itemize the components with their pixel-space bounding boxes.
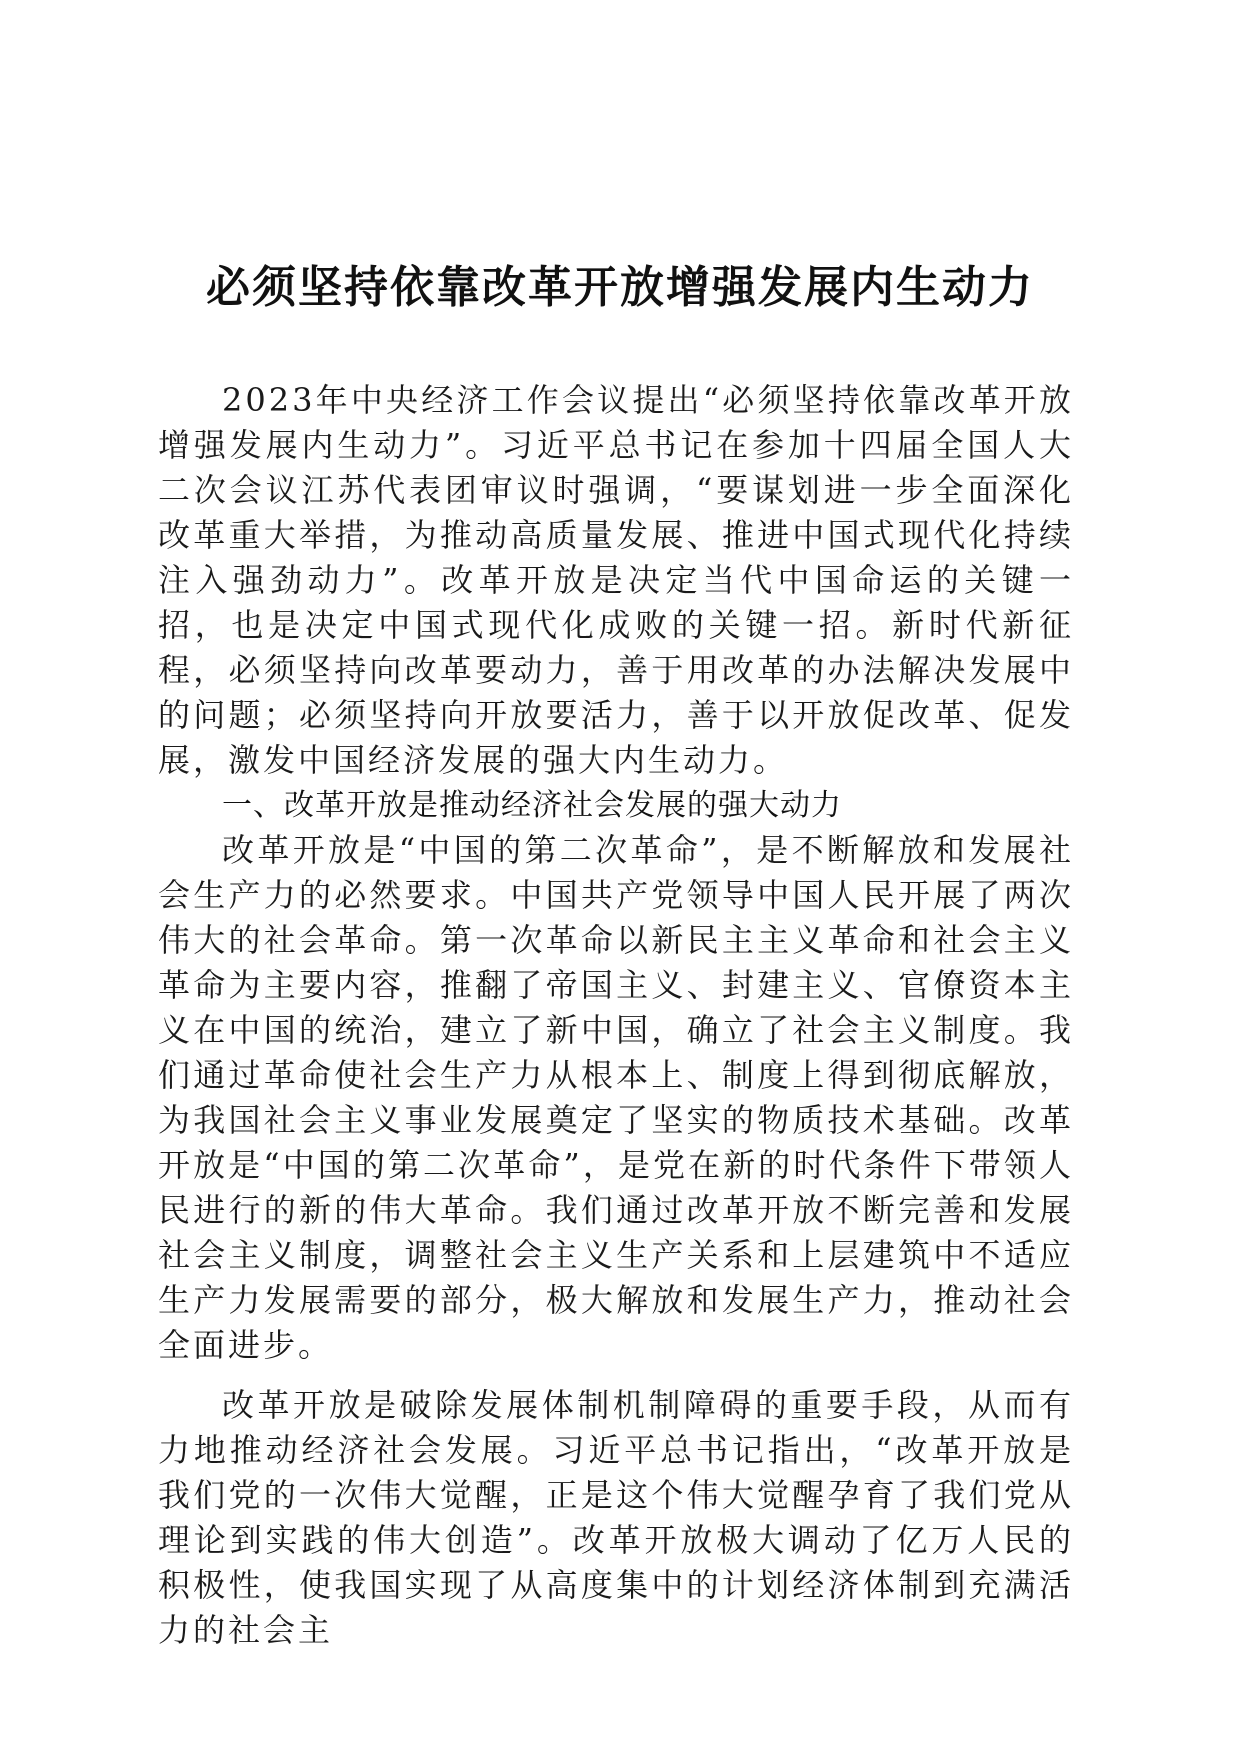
document-title: 必须坚持依靠改革开放增强发展内生动力	[206, 262, 1034, 313]
document-body	[158, 378, 1074, 1653]
section-heading-1: 一、改革开放是推动经济社会发展的强大动力	[222, 788, 842, 823]
section1-paragraph-1: 改革开放是“中国的第二次革命”，是不断解放和发展社会生产力的必然要求。中国共产党领导中国人民开展了两次伟大的社会革命。第一次革命以新民主主义革命和社会主义革命为主要内容，推翻了帝国主义、封建主义、官僚资本主义在中国的统治，建立了新中国，确立了社会主义制度。我们通过革命使社会生产力从根本上、制度上得到彻底解放，为我国社会主义事业发展奠定了坚实的物质技术基础。改革开放是“中国的第二次革命”，是党在新的时代条件下带领人民进行的新的伟大革命。我们通过改革开放不断完善和发展社会主义制度，调整社会主义生产关系和上层建筑中不适应生产力发展需要的部分，极大解放和发展生产力，推动社会全面进步。	[158, 831, 1074, 1364]
section1-paragraph-2: 改革开放是破除发展体制机制障碍的重要手段，从而有力地推动经济社会发展。习近平总书记指出，“改革开放是我们党的一次伟大觉醒，正是这个伟大觉醒孕育了我们党从理论到实践的伟大创造”。改革开放极大调动了亿万人民的积极性，使我国实现了从高度集中的计划经济体制到充满活力的社会主	[158, 1386, 1074, 1649]
intro-paragraph: 2023年中央经济工作会议提出“必须坚持依靠改革开放增强发展内生动力”。习近平总书记在参加十四届全国人大二次会议江苏代表团审议时强调，“要谋划进一步全面深化改革重大举措，为推动高质量发展、推进中国式现代化持续注入强劲动力”。改革开放是决定当代中国命运的关键一招，也是决定中国式现代化成败的关键一招。新时代新征程，必须坚持向改革要动力，善于用改革的办法解决发展中的问题；必须坚持向开放要活力，善于以开放促改革、促发展，激发中国经济发展的强大内生动力。	[158, 381, 1074, 779]
